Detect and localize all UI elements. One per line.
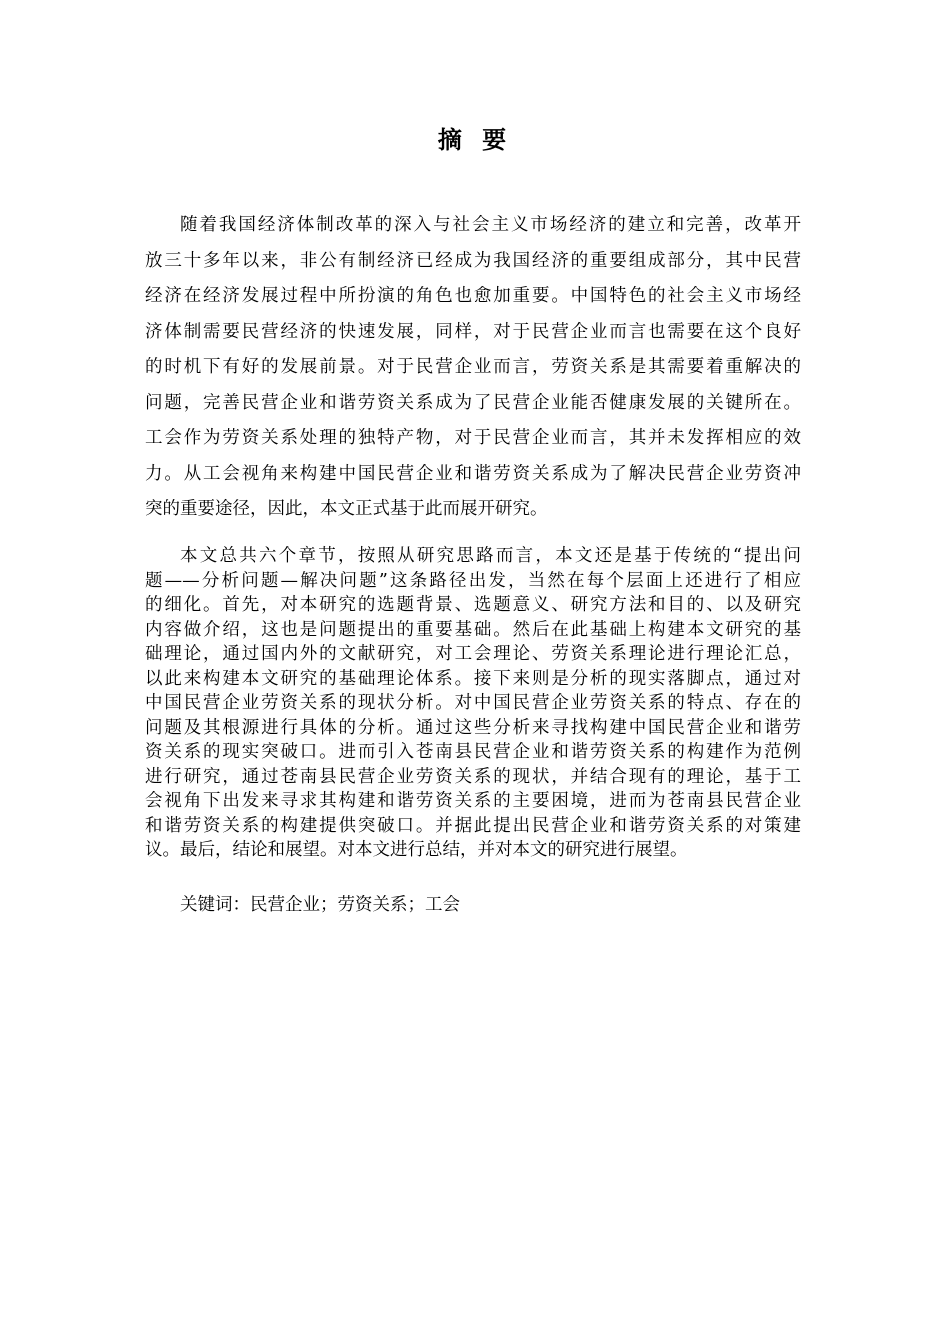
paragraph-line: 问题，完善民营企业和谐劳资关系成为了民营企业能否健康发展的关键所在。 xyxy=(145,392,801,413)
abstract-paragraph-2 xyxy=(145,544,801,863)
paragraph-line: 议。最后，结论和展望。对本文进行总结，并对本文的研究进行展望。 xyxy=(145,840,688,860)
paragraph-line: 力。从工会视角来构建中国民营企业和谐劳资关系成为了解决民营企业劳资冲 xyxy=(145,463,801,484)
paragraph-line: 工会作为劳资关系处理的独特产物，对于民营企业而言，其并未发挥相应的效 xyxy=(145,428,801,448)
paragraph-line: 内容做介绍，这也是问题提出的重要基础。然后在此基础上构建本文研究的基 xyxy=(145,619,801,640)
paragraph-line: 本文总共六个章节，按照从研究思路而言，本文还是基于传统的“提出问 xyxy=(180,546,801,566)
paragraph-line: 问题及其根源进行具体的分析。通过这些分析来寻找构建中国民营企业和谐劳 xyxy=(145,717,801,738)
paragraph-line: 会视角下出发来寻求其构建和谐劳资关系的主要困境，进而为苍南县民营企业 xyxy=(145,791,801,811)
paragraph-line: 进行研究，通过苍南县民营企业劳资关系的现状，并结合现有的理论，基于工 xyxy=(145,766,801,787)
abstract-paragraph-1 xyxy=(145,208,801,528)
paragraph-line: 济体制需要民营经济的快速发展，同样，对于民营企业而言也需要在这个良好 xyxy=(145,321,801,342)
paragraph-line: 放三十多年以来，非公有制经济已经成为我国经济的重要组成部分，其中民营 xyxy=(145,250,801,271)
paragraph-line: 础理论，通过国内外的文献研究，对工会理论、劳资关系理论进行理论汇总， xyxy=(145,644,801,664)
paragraph-line: 随着我国经济体制改革的深入与社会主义市场经济的建立和完善，改革开 xyxy=(180,215,801,235)
paragraph-line: 中国民营企业劳资关系的现状分析。对中国民营企业劳资关系的特点、存在的 xyxy=(145,693,801,713)
paragraph-line: 的细化。首先，对本研究的选题背景、选题意义、研究方法和目的、以及研究 xyxy=(145,595,801,615)
paragraph-line: 突的重要途径，因此，本文正式基于此而展开研究。 xyxy=(145,499,548,519)
page-title: 摘 要 xyxy=(437,125,513,154)
paragraph-line: 经济在经济发展过程中所扮演的角色也愈加重要。中国特色的社会主义市场经 xyxy=(145,286,801,306)
keywords-line: 关键词：民营企业；劳资关系；工会 xyxy=(180,895,460,915)
paragraph-line: 以此来构建本文研究的基础理论体系。接下来则是分析的现实落脚点，通过对 xyxy=(145,668,801,689)
paragraph-line: 的时机下有好的发展前景。对于民营企业而言，劳资关系是其需要着重解决的 xyxy=(145,357,801,377)
paragraph-line: 题——分析问题—解决问题”这条路径出发，当然在每个层面上还进行了相应 xyxy=(145,570,801,591)
paragraph-line: 资关系的现实突破口。进而引入苍南县民营企业和谐劳资关系的构建作为范例 xyxy=(145,742,801,762)
paragraph-line: 和谐劳资关系的构建提供突破口。并据此提出民营企业和谐劳资关系的对策建 xyxy=(145,815,801,836)
